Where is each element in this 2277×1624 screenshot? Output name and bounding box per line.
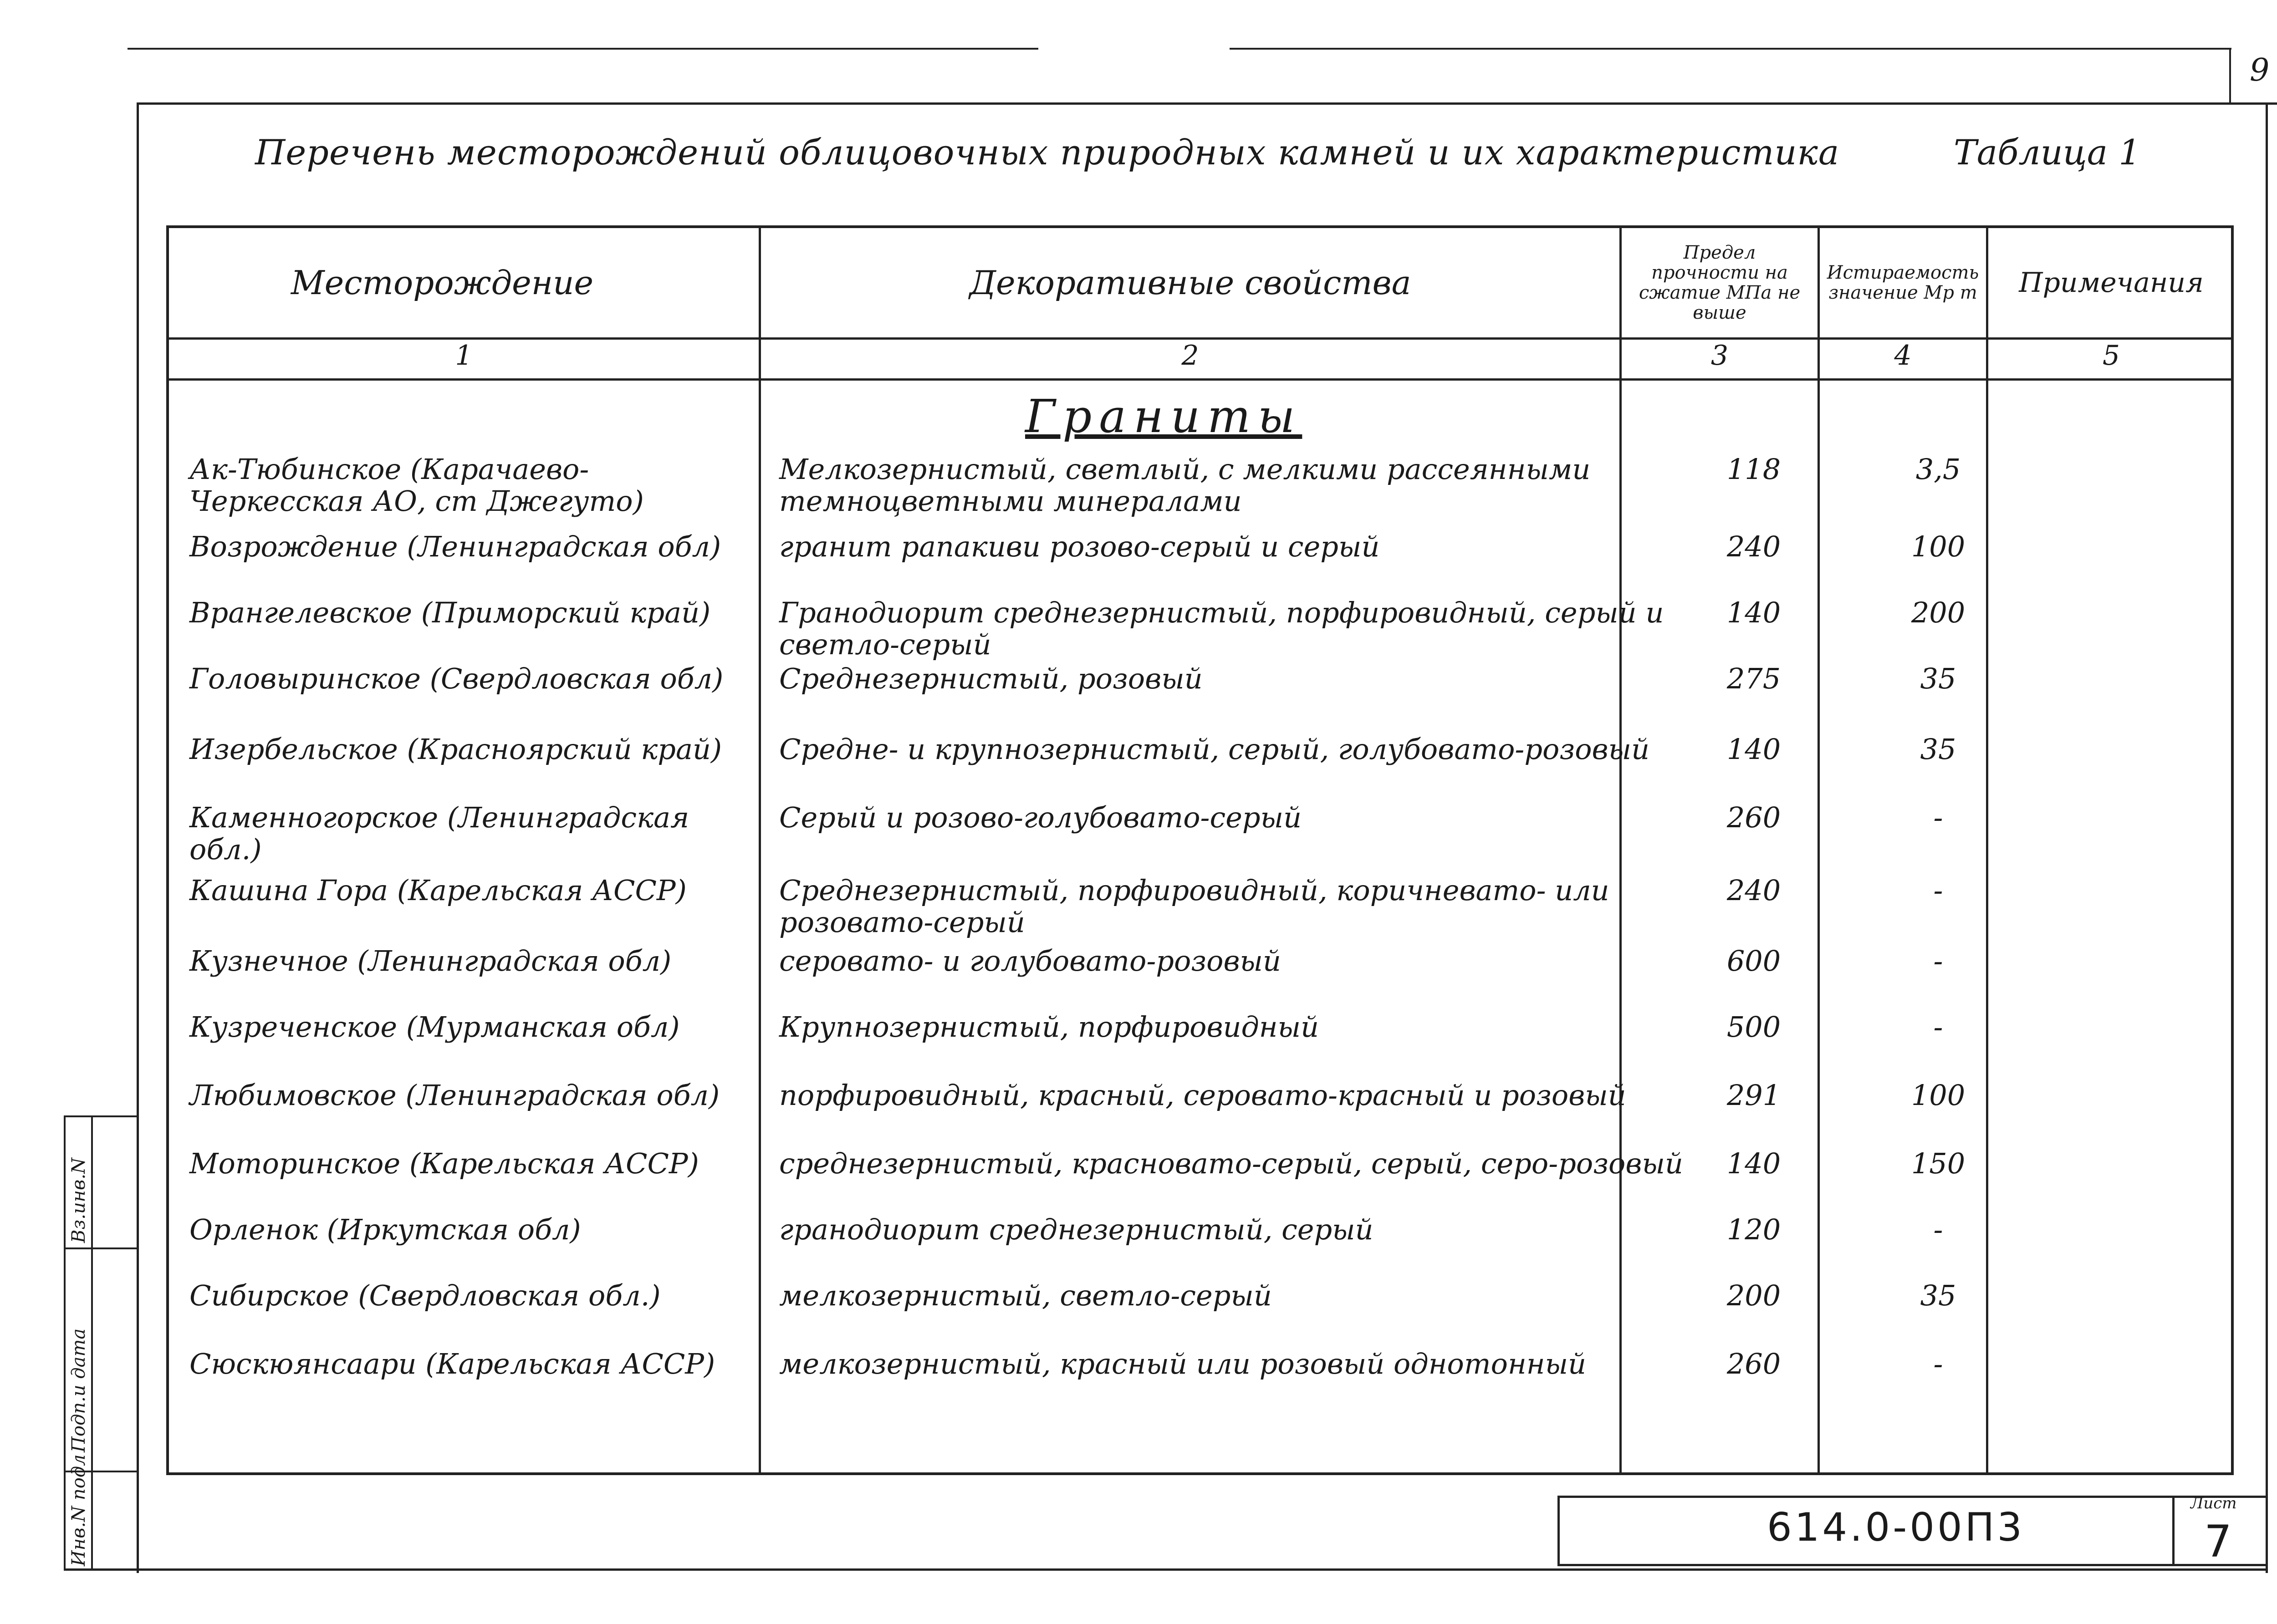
decorative-properties: порфировидный, красный, сероватo-красный и розовый bbox=[779, 1079, 1626, 1112]
col-number-2: 2 bbox=[1181, 340, 1199, 372]
abrasion-value: 150 bbox=[1911, 1147, 1966, 1180]
top-rule bbox=[128, 48, 1038, 50]
frame-top bbox=[137, 102, 2277, 105]
sheet-number: 7 bbox=[2204, 1516, 2232, 1567]
section-granites: Граниты bbox=[1025, 390, 1302, 443]
deposit-name: Возрождение (Ленинградская обл) bbox=[189, 530, 721, 563]
strip-inv-orig: Инв.N подл bbox=[68, 1454, 89, 1566]
decorative-properties: сероватo- и голубовато-розовый bbox=[779, 944, 1281, 977]
document-code: 614.0-00П3 bbox=[1767, 1505, 2025, 1550]
col-number-1: 1 bbox=[455, 340, 473, 372]
strip-inv-dup: Вз.инв.N bbox=[68, 1157, 89, 1243]
page-num-box bbox=[2229, 48, 2231, 102]
strip-line bbox=[64, 1115, 66, 1571]
strip-sign-date: Подп.и дата bbox=[68, 1328, 89, 1452]
abrasion-value: 35 bbox=[1920, 1279, 1956, 1312]
deposit-name: Изербельское (Красноярский край) bbox=[189, 733, 722, 766]
abrasion-value: - bbox=[1933, 801, 1943, 834]
abrasion-value: - bbox=[1933, 874, 1943, 907]
abrasion-value: 100 bbox=[1911, 530, 1966, 563]
strength-value: 600 bbox=[1726, 944, 1781, 977]
strength-value: 260 bbox=[1726, 801, 1781, 834]
col-divider bbox=[759, 228, 761, 1472]
deposit-name: Любимовское (Ленинградская обл) bbox=[189, 1079, 720, 1112]
col-number-3: 3 bbox=[1710, 340, 1729, 372]
abrasion-value: 3,5 bbox=[1915, 453, 1961, 486]
deposit-name: Головыринское (Свердловская обл) bbox=[189, 662, 724, 695]
col-number-5: 5 bbox=[2102, 340, 2120, 372]
strength-value: 291 bbox=[1726, 1079, 1781, 1112]
header-decorative-properties: Декоративные свойства bbox=[969, 264, 1411, 302]
strength-value: 120 bbox=[1726, 1213, 1781, 1246]
strength-value: 140 bbox=[1726, 596, 1781, 629]
header-deposit: Месторождение bbox=[291, 264, 594, 302]
page-number: 9 bbox=[2250, 52, 2270, 88]
decorative-properties: мелкозернистый, красный или розовый однотонный bbox=[779, 1347, 1587, 1380]
frame-bottom bbox=[64, 1568, 2268, 1571]
deposit-name: Ак-Тюбинское (Карачаево-Черкесская АО, ст Джегуто) bbox=[189, 453, 644, 518]
strip-sep bbox=[64, 1115, 137, 1117]
col-number-4: 4 bbox=[1894, 340, 1912, 372]
frame-right bbox=[2266, 102, 2268, 1573]
strip-sep bbox=[64, 1247, 137, 1249]
strength-value: 140 bbox=[1726, 733, 1781, 766]
abrasion-value: - bbox=[1933, 1213, 1943, 1246]
deposit-name: Орленок (Иркутская обл) bbox=[189, 1213, 581, 1246]
strength-value: 140 bbox=[1726, 1147, 1781, 1180]
strength-value: 500 bbox=[1726, 1010, 1781, 1044]
abrasion-value: - bbox=[1933, 1010, 1943, 1044]
abrasion-value: 35 bbox=[1920, 733, 1956, 766]
strength-value: 240 bbox=[1726, 530, 1781, 563]
table-label: Таблица 1 bbox=[1954, 132, 2141, 173]
deposit-name: Сюскюянсаари (Карельская АССР) bbox=[189, 1347, 715, 1380]
deposits-table bbox=[166, 225, 2234, 1475]
deposit-name: Кузнечное (Ленинградская обл) bbox=[189, 944, 672, 977]
decorative-properties: гранит рапакиви розово-серый и серый bbox=[779, 530, 1380, 563]
header-strength: Предел прочности на сжатие МПа не выше bbox=[1639, 242, 1801, 323]
deposit-name: Кузреченское (Мурманская обл) bbox=[189, 1010, 680, 1044]
deposit-name: Кашина Гора (Карельская АССР) bbox=[189, 874, 687, 907]
decorative-properties: Мелкозернистый, светлый, с мелкими рассеянными темноцветными минералами bbox=[779, 453, 1591, 518]
abrasion-value: - bbox=[1933, 944, 1943, 977]
decorative-properties: Среднезернистый, порфировидный, коричневато- или розовато-серый bbox=[779, 874, 1609, 939]
decorative-properties: гранодиорит среднезернистый, серый bbox=[779, 1213, 1373, 1246]
abrasion-value: 200 bbox=[1911, 596, 1966, 629]
decorative-properties: Средне- и крупнозернистый, серый, голубовато-розовый bbox=[779, 733, 1650, 766]
header-abrasion: Истираемость значение Мр т bbox=[1827, 262, 1979, 303]
decorative-properties: Среднезернистый, розовый bbox=[779, 662, 1203, 695]
deposit-name: Моторинское (Карельская АССР) bbox=[189, 1147, 699, 1180]
strength-value: 118 bbox=[1726, 453, 1781, 486]
abrasion-value: 35 bbox=[1920, 662, 1956, 695]
strength-value: 275 bbox=[1726, 662, 1781, 695]
abrasion-value: - bbox=[1933, 1347, 1943, 1380]
header-notes: Примечания bbox=[2019, 267, 2204, 299]
decorative-properties: Гранодиорит среднезернистый, порфировидный, серый и светло-серый bbox=[779, 596, 1664, 661]
deposit-name: Сибирское (Свердловская обл.) bbox=[189, 1279, 661, 1312]
deposit-name: Врангелевское (Приморский край) bbox=[189, 596, 711, 629]
deposit-name: Каменногорское (Ленинградская обл.) bbox=[189, 801, 689, 866]
number-row-separator bbox=[169, 378, 2231, 381]
decorative-properties: Крупнозернистый, порфировидный bbox=[779, 1010, 1319, 1044]
top-rule-right bbox=[1230, 48, 2231, 50]
strength-value: 240 bbox=[1726, 874, 1781, 907]
strip-line bbox=[91, 1115, 93, 1571]
decorative-properties: Серый и розово-голубовато-серый bbox=[779, 801, 1302, 834]
strength-value: 200 bbox=[1726, 1279, 1781, 1312]
sheet-label: Лист bbox=[2190, 1494, 2237, 1512]
page-title: Перечень месторождений облицовочных природных камней и их характеристика bbox=[255, 132, 1840, 173]
frame-left bbox=[137, 102, 139, 1573]
strength-value: 260 bbox=[1726, 1347, 1781, 1380]
decorative-properties: мелкозернистый, светло-серый bbox=[779, 1279, 1272, 1312]
decorative-properties: среднезернистый, красновато-серый, серый, серо-розовый bbox=[779, 1147, 1683, 1180]
abrasion-value: 100 bbox=[1911, 1079, 1966, 1112]
